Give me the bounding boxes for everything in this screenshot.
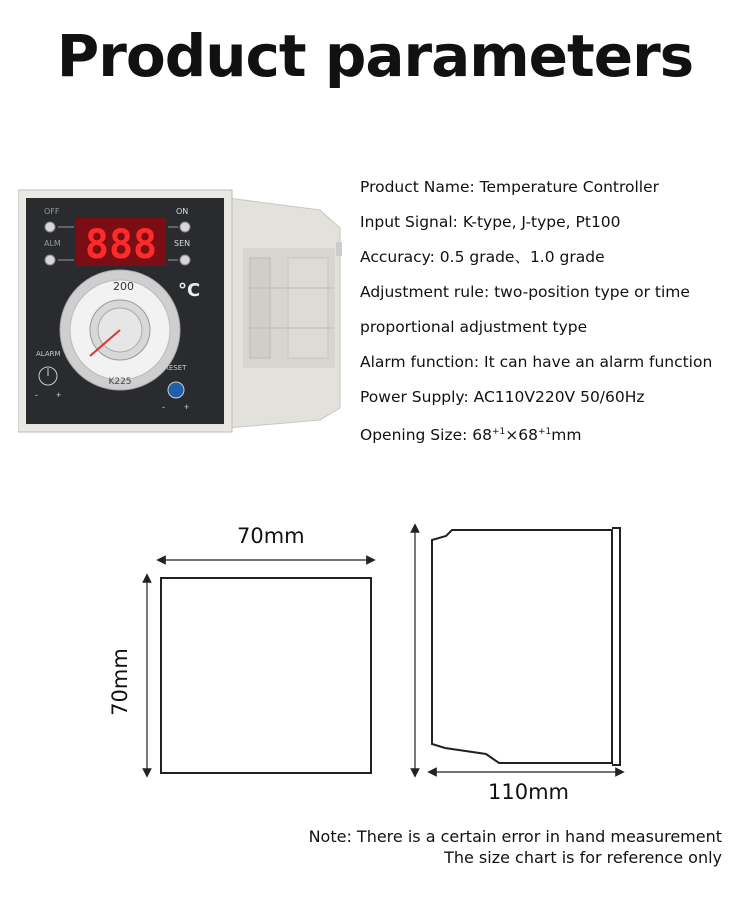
dimension-drawing (0, 500, 750, 830)
param-accuracy: Accuracy: 0.5 grade、1.0 grade (360, 248, 605, 266)
note-line-1: Note: There is a certain error in hand measurement (308, 827, 722, 846)
opening-size-suffix: mm (551, 426, 582, 445)
reset-plus: + (184, 402, 190, 412)
height-label: 70mm (107, 648, 132, 716)
reset-minus: - (162, 402, 165, 412)
param-opening-size (360, 417, 750, 452)
side-outline (432, 530, 612, 763)
alarm-minus: - (35, 390, 38, 400)
opening-size-mid: ×68 (505, 426, 538, 445)
opening-size-tol1: +1 (492, 427, 506, 437)
param-product-name: Product Name: Temperature Controller (360, 178, 660, 196)
off-indicator-led (45, 222, 55, 232)
label-sen: SEN (174, 239, 191, 248)
label-alarm: ALARM (36, 350, 61, 358)
sen-indicator-led (180, 255, 190, 265)
depth-label: 110mm (488, 780, 569, 804)
param-input-signal: Input Signal: K-type, J-type, Pt100 (360, 213, 621, 231)
led-display: 888 (84, 222, 158, 268)
opening-size-tol2: +1 (538, 427, 552, 437)
dial-model: K225 (108, 377, 132, 387)
label-alm: ALM (44, 239, 61, 248)
opening-size-prefix: Opening Size: 68 (360, 426, 492, 445)
param-power-supply: Power Supply: AC110V220V 50/60Hz (360, 388, 645, 406)
measurement-note (309, 826, 722, 868)
label-on: ON (176, 207, 189, 216)
dial-value: 200 (113, 280, 134, 293)
page-title: Product parameters (56, 22, 694, 90)
unit-label: °C (178, 280, 201, 301)
temperature-controller-image (18, 188, 348, 438)
note-line-2: The size chart is for reference only (444, 848, 722, 867)
label-reset: RESET (164, 364, 187, 372)
parameters-list (360, 172, 750, 452)
on-indicator-led (180, 222, 190, 232)
alm-indicator-led (45, 255, 55, 265)
param-adjustment-rule: Adjustment rule: two-position type or time (360, 283, 690, 301)
param-alarm-function: Alarm function: It can have an alarm function (360, 353, 713, 371)
param-adjustment-rule-cont: proportional adjustment type (360, 318, 588, 336)
alarm-plus: + (56, 390, 62, 400)
width-label: 70mm (237, 524, 305, 548)
front-outline (161, 578, 371, 773)
reset-knob[interactable] (168, 382, 184, 398)
label-off: OFF (44, 207, 60, 216)
